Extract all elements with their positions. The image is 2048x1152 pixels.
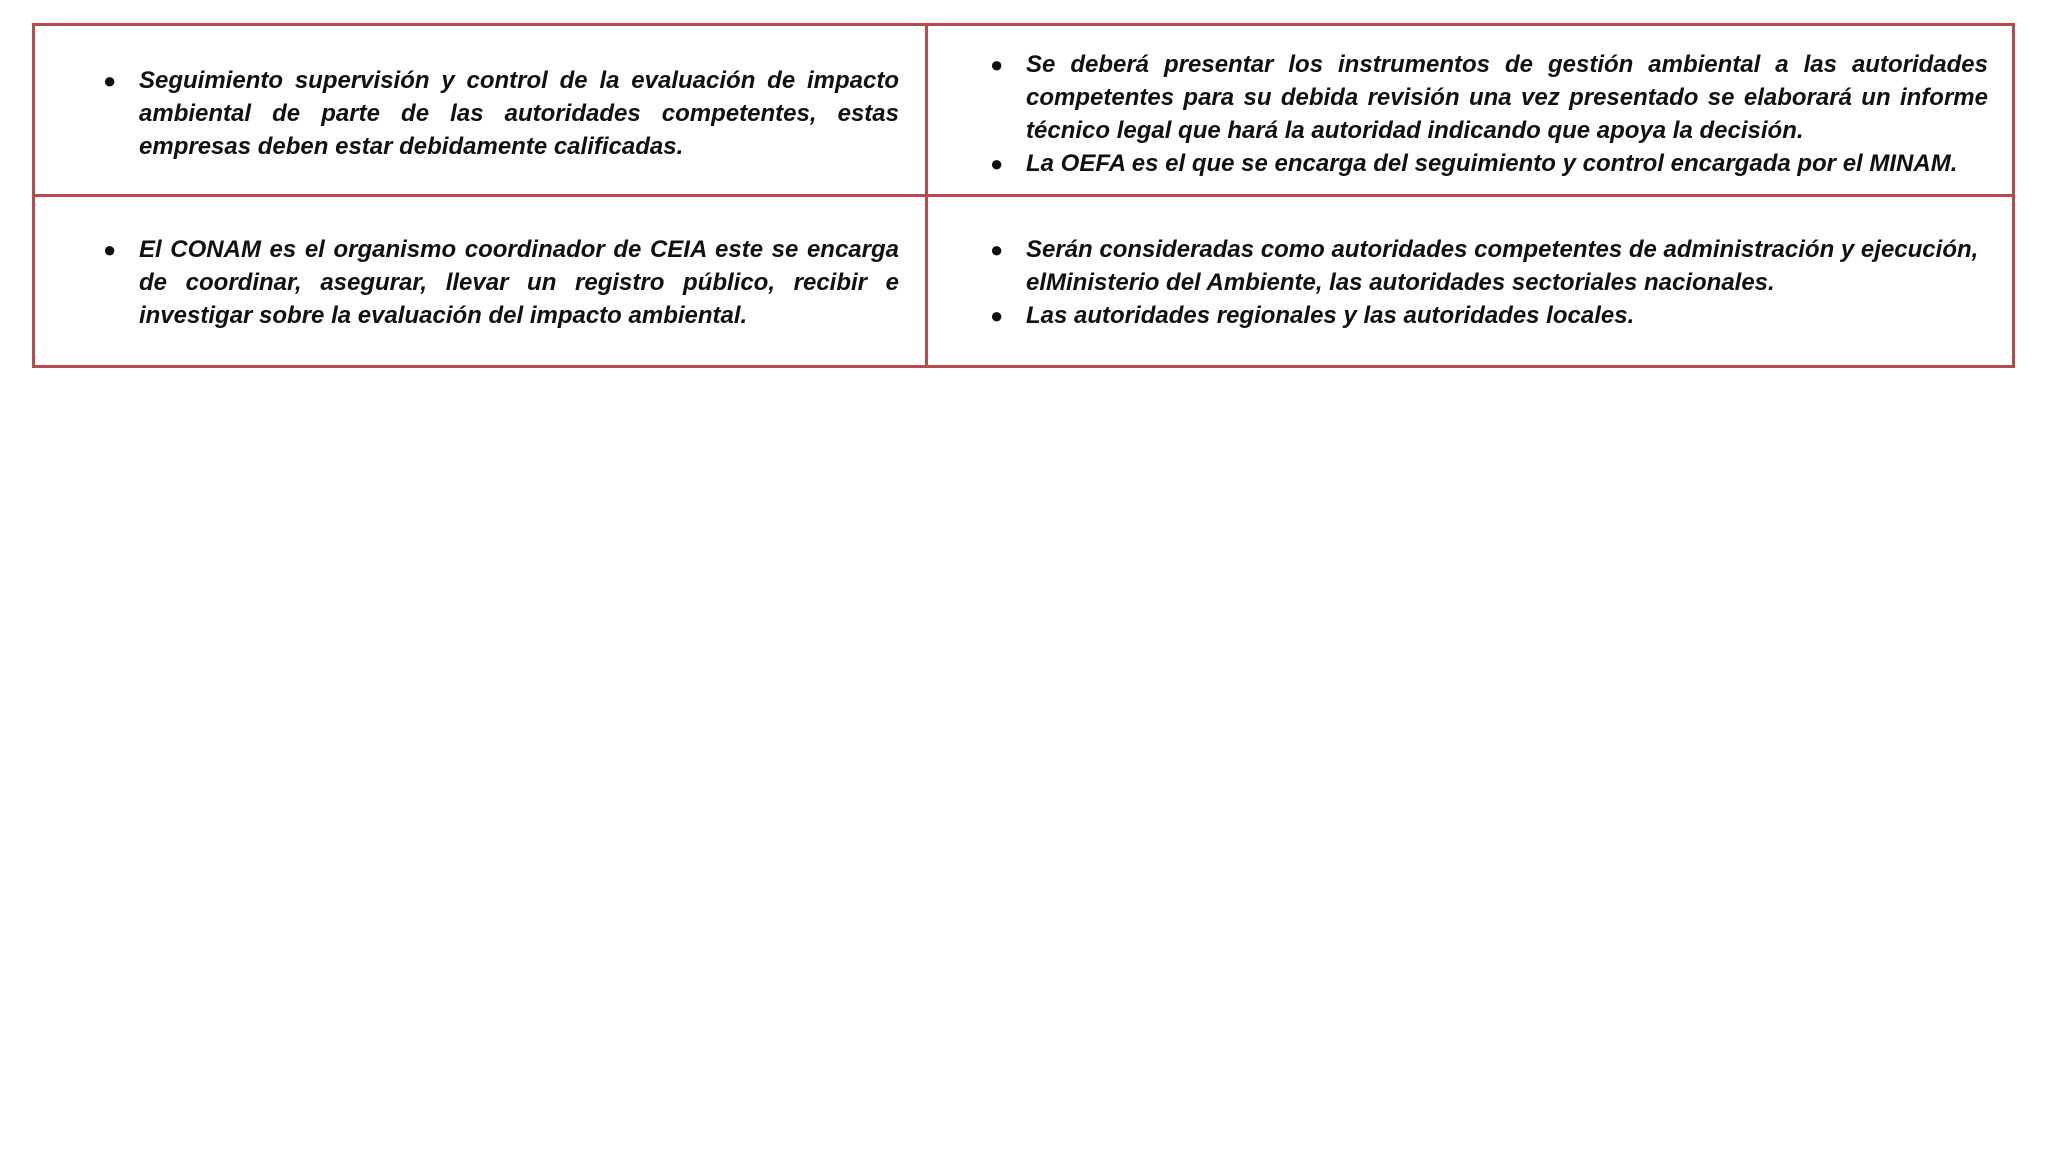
bullet-icon: ●	[990, 52, 1004, 77]
list-item-text: Seguimiento supervisión y control de la evaluación de impacto ambiental de parte de las autoridades competentes, estas empresas deben estar debidamente calificadas.	[139, 67, 899, 160]
bullet-list	[990, 48, 1988, 180]
table-cell-left	[34, 25, 927, 196]
list-item	[990, 48, 1988, 147]
list-item-text: La OEFA es el que se encarga del seguimiento y control encargada por el MINAM.	[1026, 150, 1958, 177]
list-item	[990, 299, 1988, 332]
list-item	[990, 147, 1988, 180]
list-item-text: Las autoridades regionales y las autoridades locales.	[1026, 302, 1635, 329]
list-item-text: El CONAM es el organismo coordinador de CEIA este se encarga de coordinar, asegurar, llevar un registro público, recibir e investigar sobre la evaluación del impacto ambiental.	[139, 236, 899, 329]
table-cell-right	[927, 196, 2014, 367]
bullet-icon: ●	[103, 237, 117, 262]
bullet-list	[103, 233, 899, 332]
table-cell-left	[34, 196, 927, 367]
bullet-icon: ●	[990, 237, 1004, 262]
bullet-icon: ●	[103, 68, 117, 93]
bullet-icon: ●	[990, 303, 1004, 328]
table-row	[34, 25, 2014, 196]
list-item-text: Serán consideradas como autoridades competentes de administración y ejecución, elMinisterio del Ambiente, las autoridades sectoriales nacionales.	[1026, 236, 1979, 296]
table-row	[34, 196, 2014, 367]
list-item	[103, 64, 899, 163]
content-table	[32, 23, 2015, 368]
bullet-list	[990, 233, 1988, 332]
list-item-text: Se deberá presentar los instrumentos de gestión ambiental a las autoridades competentes para su debida revisión una vez presentado se elaborará un informe técnico legal que hará la autoridad indicando que apoya la decisión.	[1026, 51, 1988, 144]
table-cell-right	[927, 25, 2014, 196]
bullet-icon: ●	[990, 151, 1004, 176]
bullet-list	[103, 64, 899, 163]
list-item	[103, 233, 899, 332]
list-item	[990, 233, 1988, 299]
